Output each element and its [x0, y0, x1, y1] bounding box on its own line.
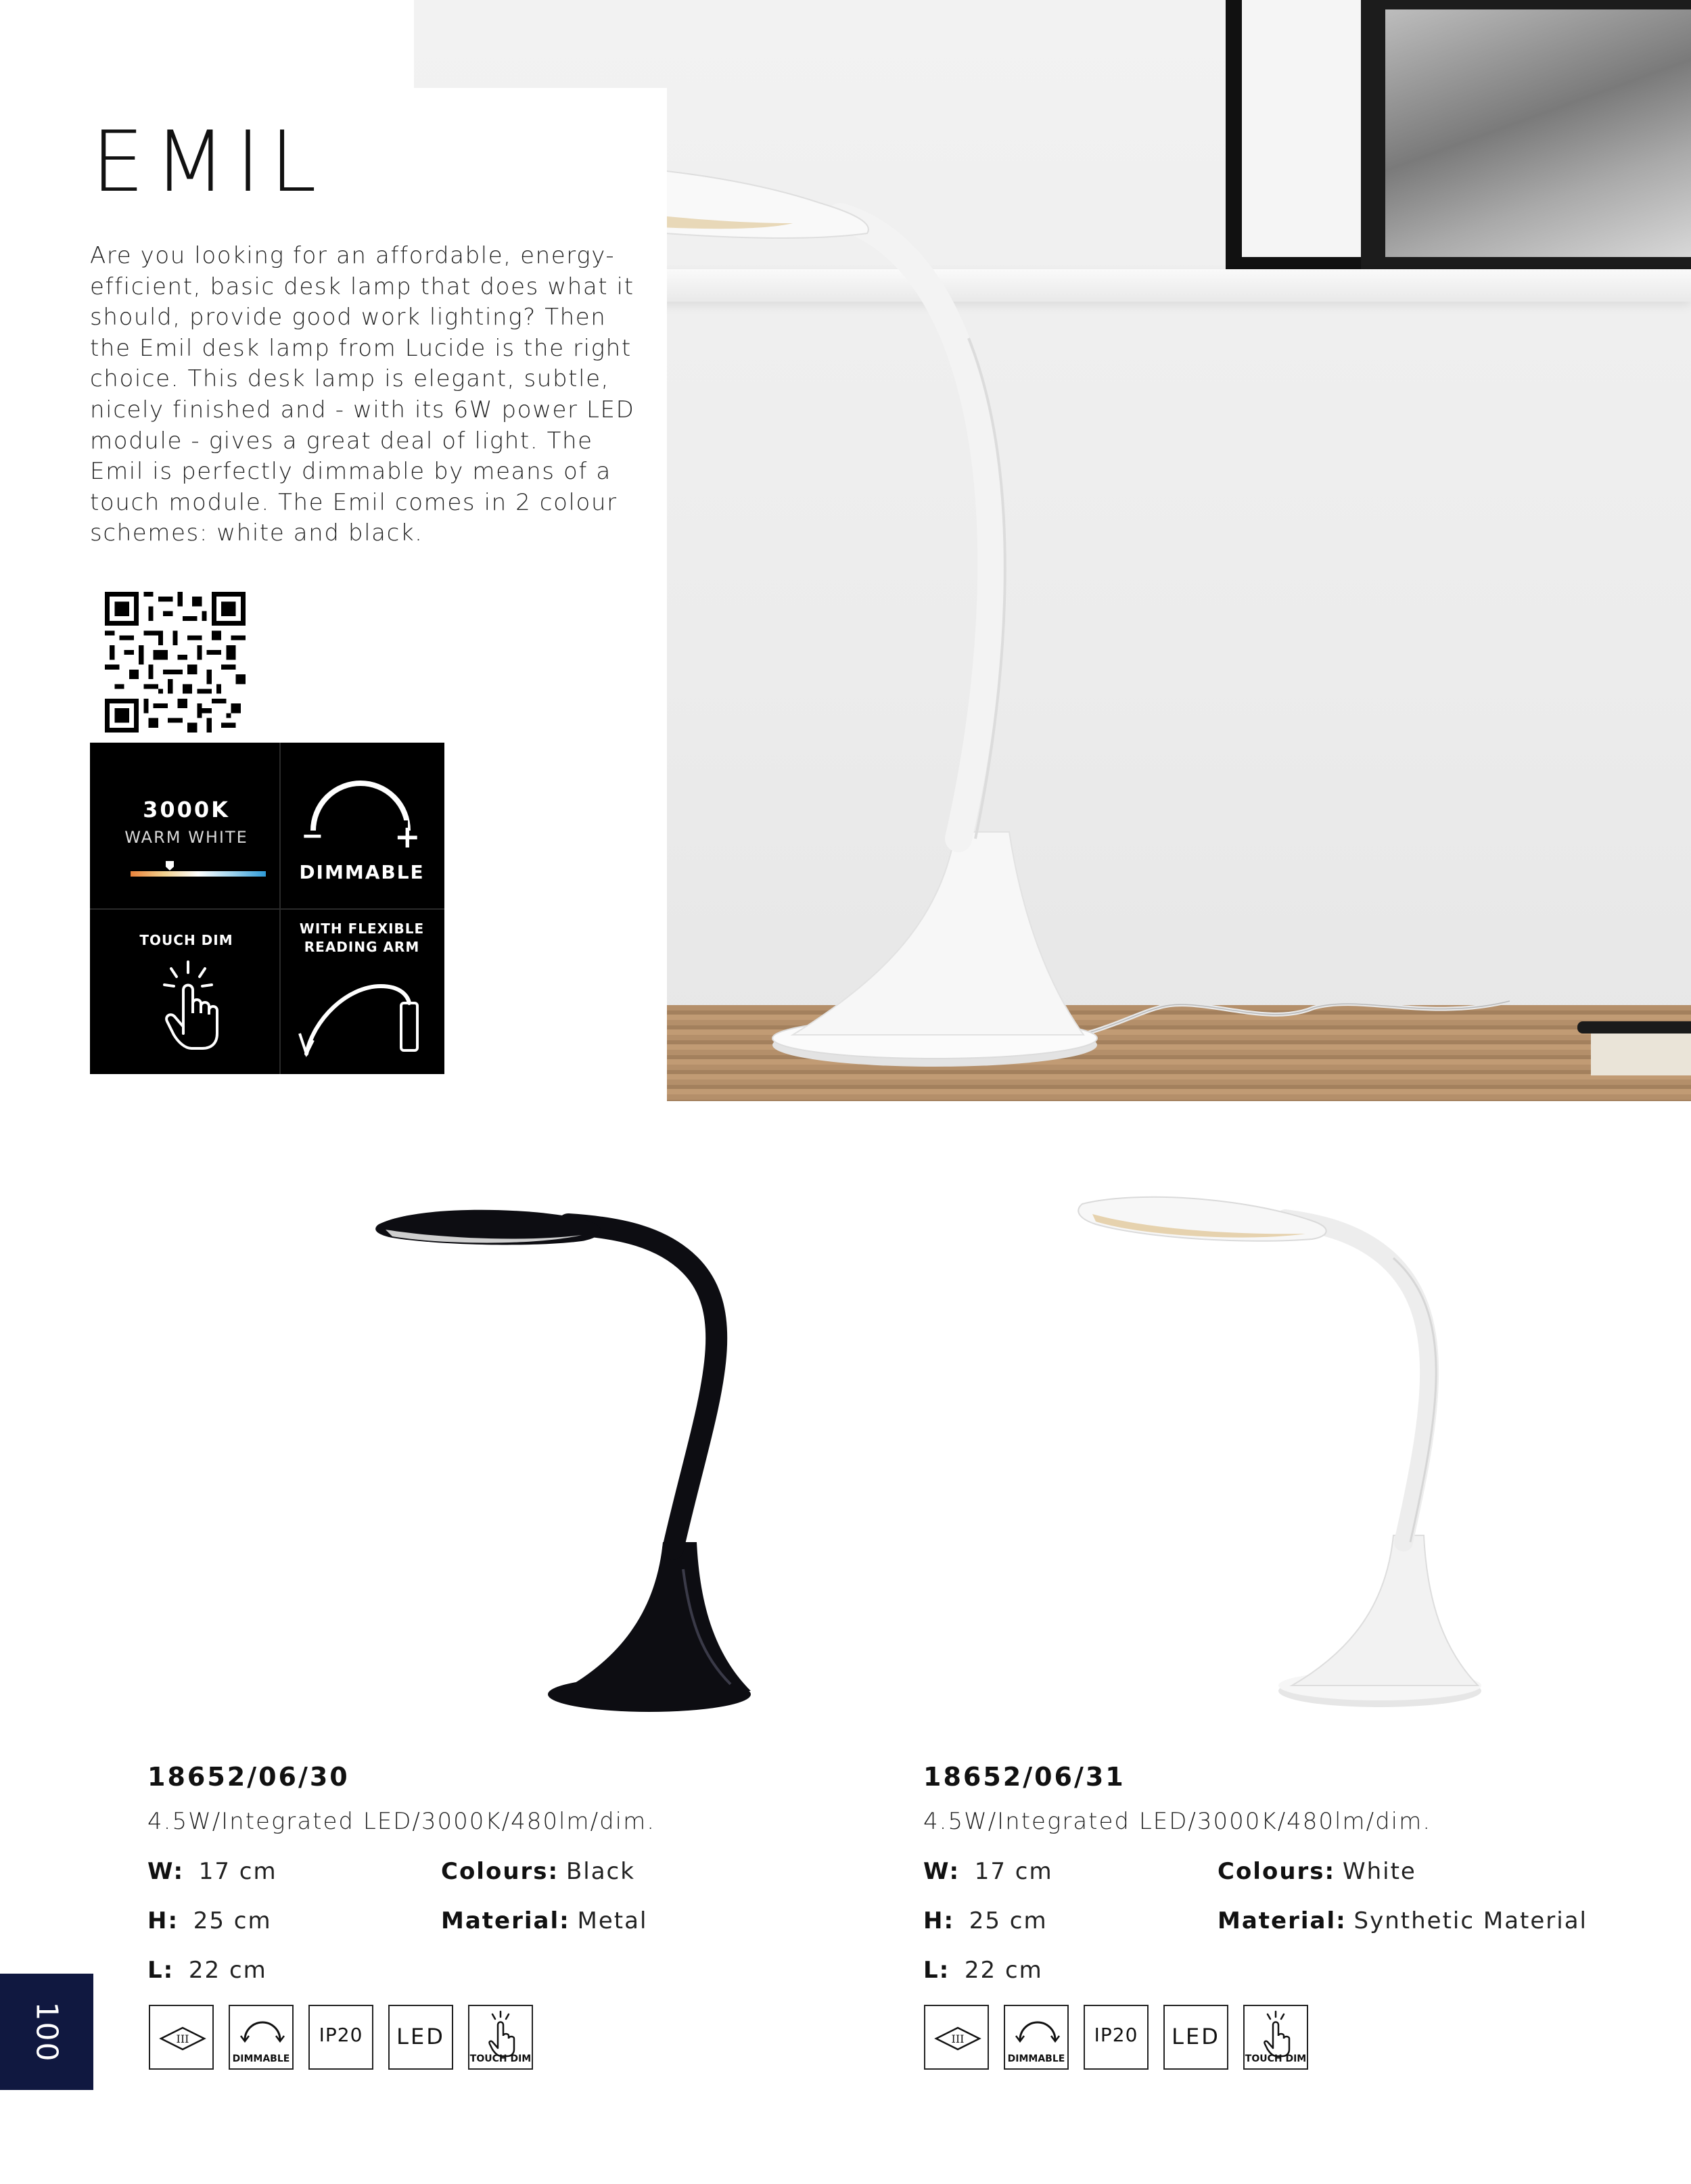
width-row: W: 17 cm — [923, 1858, 1053, 1885]
class-III-icon — [149, 2005, 214, 2070]
product-title: EMIL — [91, 114, 326, 211]
minus-icon: − — [301, 820, 324, 852]
width-row: W: 17 cm — [147, 1858, 277, 1885]
material-row: Material: Metal — [441, 1907, 648, 1934]
led-icon: LED — [388, 2005, 453, 2070]
class-III-icon — [924, 2005, 989, 2070]
flexible-arm-icon — [293, 966, 435, 1067]
dimmable-label: DIMMABLE — [299, 861, 425, 883]
material-row: Material: Synthetic Material — [1218, 1907, 1588, 1934]
product-image-white — [1069, 1177, 1502, 1718]
touch-hand-icon — [158, 959, 232, 1054]
length-row: L: 22 cm — [923, 1957, 1043, 1984]
plus-icon: + — [394, 818, 421, 855]
ip20-icon: IP20 — [308, 2005, 373, 2070]
variant-spec: 4.5W/Integrated LED/3000K/480lm/dim. — [923, 1808, 1432, 1835]
page-number: 100 — [29, 2001, 64, 2062]
touch-dim-icon: TOUCH DIM — [468, 2005, 533, 2070]
flexible-arm-label: WITH FLEXIBLE READING ARM — [299, 921, 425, 955]
svg-text:III: III — [951, 2032, 965, 2045]
led-icon: LED — [1163, 2005, 1228, 2070]
variant-code: 18652/06/30 — [147, 1762, 350, 1792]
height-row: H: 25 cm — [923, 1907, 1048, 1934]
variant-spec: 4.5W/Integrated LED/3000K/480lm/dim. — [147, 1808, 656, 1835]
temperature-marker-icon — [166, 861, 174, 870]
panel-top — [0, 0, 414, 88]
colours-row: Colours: White — [1218, 1858, 1416, 1885]
colours-row: Colours: Black — [441, 1858, 635, 1885]
feature-icons-panel — [90, 743, 444, 1074]
touch-dim-icon: TOUCH DIM — [1243, 2005, 1308, 2070]
page-number-tab — [0, 1974, 93, 2090]
height-row: H: 25 cm — [147, 1907, 272, 1934]
color-temperature-bar — [131, 871, 266, 877]
color-temperature-label: WARM WHITE — [124, 828, 248, 847]
dimmable-icon: DIMMABLE — [229, 2005, 294, 2070]
variant-code: 18652/06/31 — [923, 1762, 1126, 1792]
ip20-icon: IP20 — [1084, 2005, 1149, 2070]
qr-code[interactable] — [105, 592, 246, 733]
product-image-black — [365, 1190, 798, 1718]
dimmable-icon: DIMMABLE — [1004, 2005, 1069, 2070]
color-temperature-value: 3000K — [143, 797, 230, 822]
product-description: Are you looking for an affordable, energy-efficient, basic desk lamp that does what it should, provide good work lighting? Then the Emil desk lamp from Lucide is the right choice. This desk lamp is elegant, subtle, nicely finished and - with its 6W power LED module - gives a great deal of light. The Emil is perfectly dimmable by means of a touch module. The Emil comes in 2 colour schemes: white and black. — [90, 242, 635, 547]
svg-text:III: III — [176, 2032, 189, 2045]
length-row: L: 22 cm — [147, 1957, 267, 1984]
touch-dim-label: TOUCH DIM — [139, 932, 233, 948]
